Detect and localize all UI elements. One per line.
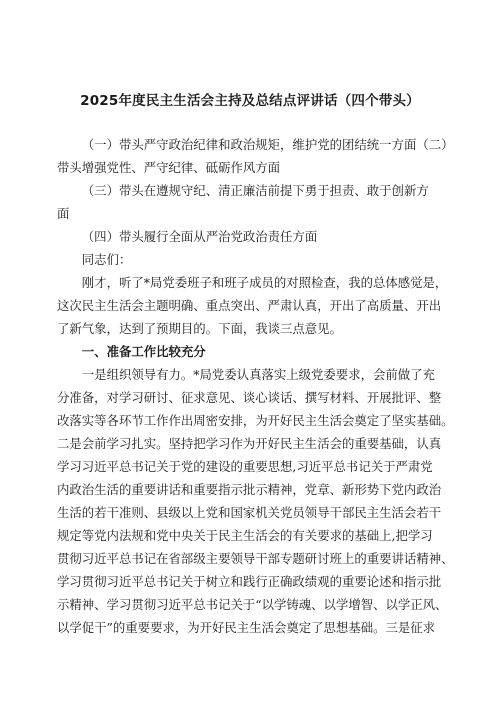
document-title: 2025年度民主生活会主持及总结点评讲话（四个带头） [80, 93, 420, 109]
item-four [57, 225, 467, 248]
item-three-line-2: 面 [57, 206, 70, 221]
section-one-line: 一是组织领导有力。*局党委认真落实上级党委要求，会前做了充 [81, 367, 435, 382]
section-one-line: 学习习近平总书记关于党的建设的重要思想,习近平总书记关于严肃党 [57, 459, 433, 474]
section-one-line: 生活的若干准则、县级以上党和国家机关党员领导干部民主生活会若干 [57, 505, 442, 520]
item-four-line: （四）带头履行全面从严治党政治责任方面 [81, 229, 318, 244]
item-one [57, 133, 467, 179]
document-body [57, 133, 467, 639]
section-one-line: 二是会前学习扎实。坚持把学习作为开好民主生活会的重要基础，认真 [57, 436, 442, 451]
section-one-line: 以学促干”的重要要求，为开好民主生活会奠定了思想基础。三是征求 [57, 620, 436, 635]
salutation-text: 同志们： [81, 252, 132, 267]
item-one-line-2: 带头增强党性、严守纪律、砥砺作风方面 [57, 160, 281, 175]
section-one-line: 内政治生活的重要讲话和重要指示批示精神，党章、新形势下党内政治 [57, 482, 442, 497]
intro-paragraph [57, 271, 467, 340]
item-three-line-1: （三）带头在遵规守纪、清正廉洁前提下勇于担责、敢于创新方 [81, 183, 429, 198]
item-three [57, 179, 467, 225]
intro-line: 这次民主生活会主题明确、重点突出、严肃认真，开出了高质量、开出 [57, 298, 442, 313]
section-one-line: 改落实等各环节工作作出周密安排，为开好民主生活会奠定了坚实基础。 [57, 413, 454, 428]
section-one-line: 学习贯彻习近平总书记关于树立和践行正确政绩观的重要论述和指示批 [57, 574, 442, 589]
section-one-paragraph [57, 363, 467, 639]
section-one-heading: 一、准备工作比较充分 [81, 344, 206, 359]
salutation [57, 248, 467, 271]
intro-line: 了新气象，达到了预期目的。下面，我谈三点意见。 [57, 321, 342, 336]
section-one-line: 规定等党内法规和党中央关于民主生活会的有关要求的基础上,把学习 [57, 528, 433, 543]
item-one-line-1: （一）带头严守政治纪律和政治规矩，维护党的团结统一方面（二） [81, 137, 454, 152]
section-one-line: 贯彻习近平总书记在省部级主要领导干部专题研讨班上的重要讲话精神、 [57, 551, 454, 566]
section-one-line: 示精神、学习贯彻习近平总书记关于“以学铸魂、以学增智、以学正风、 [57, 597, 448, 612]
section-one-line: 分准备，对学习研讨、征求意见、谈心谈话、撰写材料、开展批评、整 [57, 390, 442, 405]
intro-line: 刚才，听了*局党委班子和班子成员的对照检查，我的总体感觉是， [81, 275, 448, 290]
